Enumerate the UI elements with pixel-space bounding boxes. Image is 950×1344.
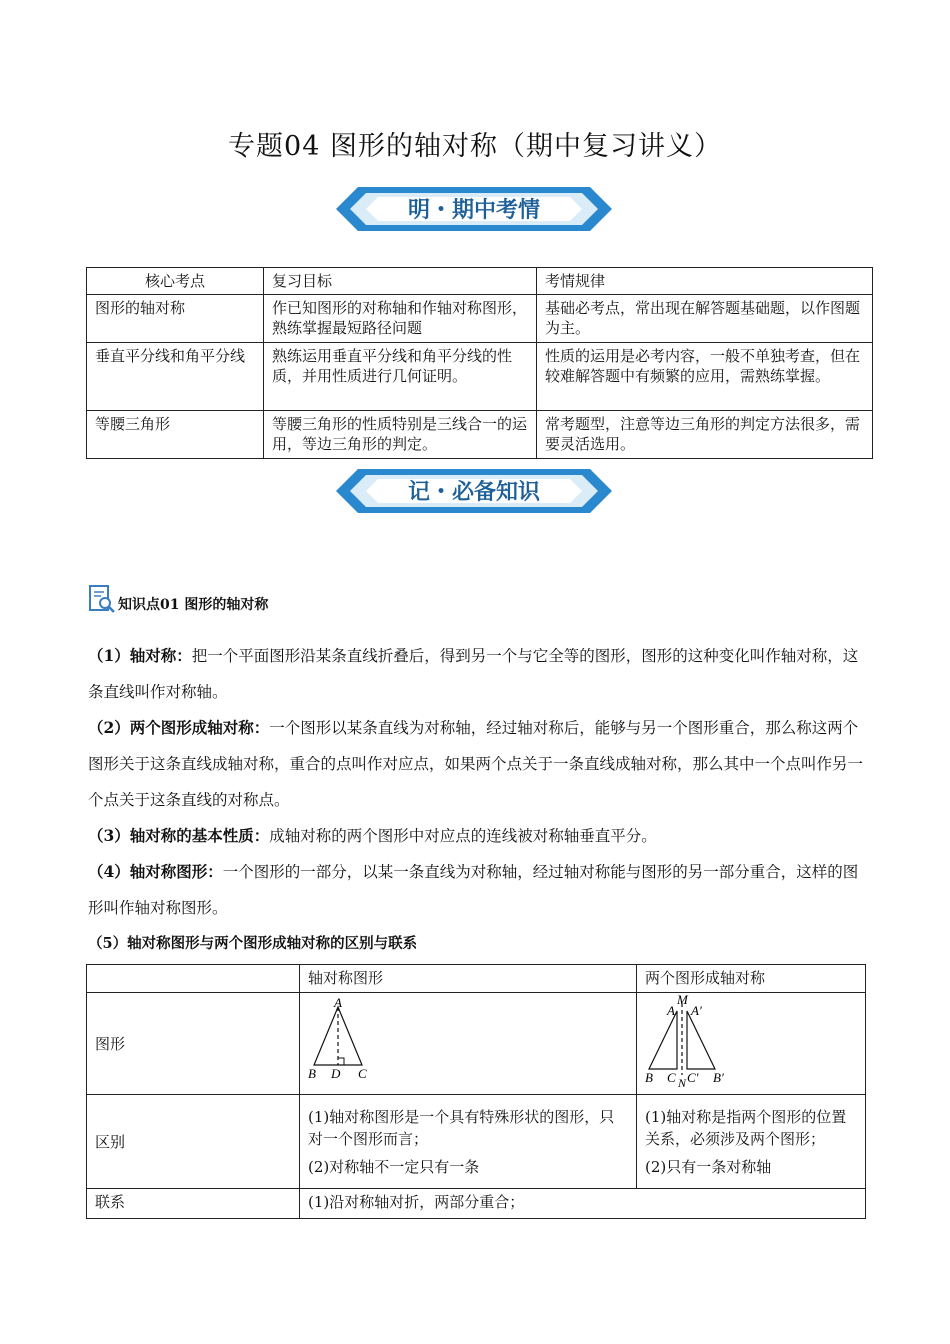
exam-cell: 性质的运用是必考内容，一般不单独考查，但在较难解答题中有频繁的应用，需熟练掌握。 (537, 343, 873, 411)
page-title: 专题04 图形的轴对称（期中复习讲义） (228, 131, 722, 162)
paragraph-1 (88, 638, 868, 710)
paragraph-text: 把一个平面图形沿某条直线折叠后，得到另一个与它全等的图形，图形的这种变化叫作轴对称，这条直线叫作对称轴。 (88, 647, 859, 701)
exam-cell: 等腰三角形 (87, 411, 264, 459)
row-label-figure: 图形 (87, 993, 300, 1095)
compare-header-2: 轴对称图形 (300, 965, 637, 993)
paragraph-label: （2）两个图形成轴对称： (88, 718, 270, 737)
label-c-prime: C′ (687, 1070, 699, 1085)
document-search-icon (88, 584, 116, 614)
paragraph-2 (88, 710, 868, 818)
two-triangles-figure (641, 995, 771, 1087)
label-m: M (677, 995, 688, 1007)
row-label-link: 联系 (87, 1189, 300, 1219)
row-label-difference: 区别 (87, 1095, 300, 1189)
paragraph-text: 一个图形以某条直线为对称轴，经过轴对称后，能够与另一个图形重合，那么称这两个图形关于这条直线成轴对称，重合的点叫作对应点，如果两个点关于一条直线成轴对称，那么其中一个点叫作另一个点关于这条直线的对称点。 (88, 719, 864, 809)
exam-cell: 作已知图形的对称轴和作轴对称图形，熟练掌握最短路径问题 (264, 295, 537, 343)
isosceles-triangle-figure (304, 995, 394, 1081)
compare-header-blank (87, 965, 300, 993)
label-b-prime: B′ (713, 1070, 724, 1085)
label-d: D (331, 1066, 341, 1081)
link-cell: (1)沿对称轴对折，两部分重合； (300, 1189, 866, 1219)
figure-cell-1 (300, 993, 637, 1095)
paragraph-5 (88, 926, 868, 962)
exam-table (86, 267, 873, 459)
banner-knowledge-text: 记・必备知识 (407, 480, 541, 505)
paragraph-label: （3）轴对称的基本性质： (88, 826, 270, 845)
paragraph-4 (88, 854, 868, 926)
compare-table (86, 964, 866, 1219)
paragraph-label: （5）轴对称图形与两个图形成轴对称的区别与联系 (88, 935, 418, 952)
paragraph-text: 一个图形的一部分，以某一条直线为对称轴，经过轴对称能与图形的另一部分重合，这样的图形叫作轴对称图形。 (88, 863, 859, 917)
figure-cell-2 (637, 993, 866, 1095)
label-a: A (667, 1003, 675, 1018)
difference-text: (2)对称轴不一定只有一条 (308, 1157, 480, 1176)
exam-cell: 图形的轴对称 (87, 295, 264, 343)
banner-exam-text: 明・期中考情 (407, 198, 541, 223)
paragraph-label: （1）轴对称： (88, 646, 192, 665)
difference-text: (1)轴对称图形是一个具有特殊形状的图形，只对一个图形而言； (308, 1107, 615, 1148)
exam-cell: 基础必考点，常出现在解答题基础题，以作图题为主。 (537, 295, 873, 343)
paragraph-label: （4）轴对称图形： (88, 862, 223, 881)
difference-cell-1 (300, 1095, 637, 1189)
label-c: C (667, 1070, 676, 1085)
compare-header-3: 两个图形成轴对称 (637, 965, 866, 993)
exam-header-2: 复习目标 (264, 268, 537, 295)
label-n: N (678, 1076, 687, 1087)
paragraph-text: 成轴对称的两个图形中对应点的连线被对称轴垂直平分。 (269, 827, 657, 845)
difference-text: (2)只有一条对称轴 (645, 1157, 772, 1176)
exam-cell: 垂直平分线和角平分线 (87, 343, 264, 411)
label-a: A (334, 995, 342, 1010)
exam-header-3: 考情规律 (537, 268, 873, 295)
section-banner-exam (336, 184, 612, 234)
difference-text: (1)轴对称是指两个图形的位置关系，必须涉及两个图形； (645, 1107, 847, 1148)
section-banner-knowledge (336, 466, 612, 516)
label-b: B (645, 1070, 653, 1085)
exam-cell: 熟练运用垂直平分线和角平分线的性质，并用性质进行几何证明。 (264, 343, 537, 411)
label-a-prime: A′ (691, 1003, 702, 1018)
difference-cell-2 (637, 1095, 866, 1189)
exam-cell: 常考题型，注意等边三角形的判定方法很多，需要灵活选用。 (537, 411, 873, 459)
exam-cell: 等腰三角形的性质特别是三线合一的运用，等边三角形的判定。 (264, 411, 537, 459)
knowledge-point-title: 知识点01 图形的轴对称 (118, 597, 269, 613)
label-b: B (308, 1066, 316, 1081)
knowledge-point-heading (88, 584, 268, 614)
exam-header-1: 核心考点 (87, 268, 264, 295)
paragraph-3 (88, 818, 868, 854)
label-c: C (358, 1066, 367, 1081)
